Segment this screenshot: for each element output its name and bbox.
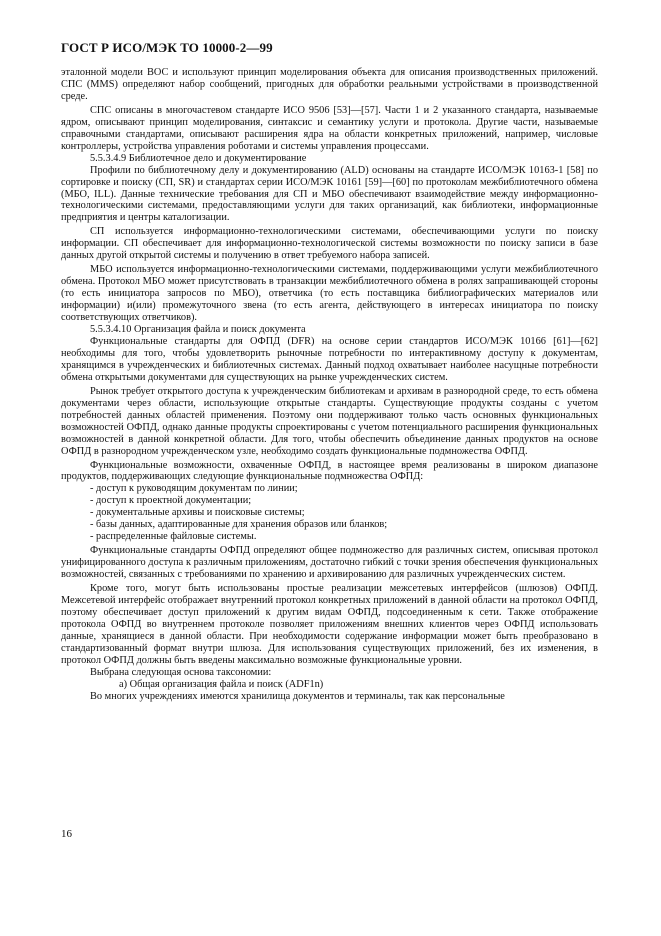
paragraph: Во многих учреждениях имеются хранилища документов и терминалы, так как персональные <box>90 690 505 702</box>
list-item: - доступ к проектной документации; <box>90 495 252 507</box>
paragraph: Функциональные стандарты для ОФПД (DFR) на основе серии стандартов ИСО/МЭК 10166 [61]—[62] необходимы для того, чтобы удовлетворить рыночные потребности по интерактивному доступу к документам, хранящимся в учрежденческих и библиотечных системах. Данный подход охватывает наиболее насущные потребности обмена открытыми документами для существующих на рынке учрежденческих систем. <box>61 335 598 383</box>
paragraph: Выбрана следующая основа таксономии: <box>90 666 272 678</box>
list-item: а) Общая организация файла и поиск (ADF1n) <box>119 678 324 690</box>
paragraph: СП используется информационно-технологическими системами, обеспечивающими услуги по поиску информации. СП обеспечивает для информационно-технологической системы возможности по поиску записи в базе данных другой открытой системы и получению в ответ требуемого набора записей. <box>61 226 598 262</box>
paragraph: эталонной модели ВОС и используют принцип моделирования объекта для описания производственных приложений. СПС (MMS) определяют набор сообщений, пригодных для обработки реальными устройствами в производственной среде. <box>61 67 598 102</box>
paragraph: Функциональные стандарты ОФПД определяют общее подмножество для различных систем, описывая протокол унифицированного доступа к различным приложениям, достаточно гибкий с точки зрения обеспечения функциональных возможностей, связанных с требованиями по хранению и архивированию для различных учрежденческих систем. <box>61 545 598 581</box>
page-body <box>61 67 598 703</box>
paragraph: МБО используется информационно-технологическими системами, поддерживающими услуги межбиблиотечного обмена. Протокол МБО может присутствовать в транзакции межбиблиотечного обмена в ролях запрашивающей стороны (то есть инициатора запросов по МБО), ответчика (то есть поставщика библиографических материалов или информации) и(или) промежуточного звена (то есть агента, действующего в интересах инициатора по поиску соответствующих ответчиков). <box>61 264 598 324</box>
paragraph: СПС описаны в многочастевом стандарте ИСО 9506 [53]—[57]. Части 1 и 2 указанного стандарта, называемые ядром, описывают принцип моделирования, синтаксис и семантику услуги и протокола. Другие части, называемые справочными стандартами, описывают расширения ядра на области конкретных приложений, например, числовые контроллеры, устройства управления роботами и системы управления процессами. <box>61 104 598 152</box>
paragraph: Кроме того, могут быть использованы простые реализации межсетевых интерфейсов (шлюзов) ОФПД. Межсетевой интерфейс отображает внутренний протокол конкретных приложений в данной области на протокол ОФПД, поэтому обеспечивает доступ приложений к другим видам ОФПД, подсоединенным к сети. Также отображение протокола ОФПД во внутреннем протоколе позволяет приложениям внешних клиентов через ОФПД использовать данные, хранящиеся в данной области. При необходимости содержание информации может быть преобразовано в стандартизованный формат внутри шлюза. Для использования существующих приложений, без их изменения, в протокол ОФПД должны быть введены максимально возможные функциональные уровни. <box>61 583 598 666</box>
subset-list <box>61 483 598 543</box>
list-item: - доступ к руководящим документам по линии; <box>90 483 298 495</box>
paragraph: Профили по библиотечному делу и документированию (ALD) основаны на стандарте ИСО/МЭК 10163-1 [58] по сортировке и поиску (СП, SR) и стандартах серии ИСО/МЭК 10161 [59]—[60] по протоколам межбиблиотечного обмена (МБО, ILL). Данные технические требования для СП и МБО обеспечивают взаимодействие между информационно-технологическими системами, предоставляющими услуги для таких организаций, как библиотеки, информационные предприятия и центры каталогизации. <box>61 164 598 224</box>
list-item: - документальные архивы и поисковые системы; <box>90 507 305 519</box>
section-heading: 5.5.3.4.9 Библиотечное дело и документирование <box>90 152 307 164</box>
page-header: ГОСТ Р ИСО/МЭК ТО 10000-2—99 <box>61 40 273 55</box>
list-item: - распределенные файловые системы. <box>90 531 257 543</box>
paragraph: Функциональные возможности, охваченные ОФПД, в настоящее время реализованы в широком диапазоне продуктов, поддерживающих следующие функциональные подмножества ОФПД: <box>61 459 598 483</box>
section-heading: 5.5.3.4.10 Организация файла и поиск документа <box>90 324 306 336</box>
list-item: - базы данных, адаптированные для хранения образов или бланков; <box>90 519 388 531</box>
page-number: 16 <box>61 828 72 840</box>
paragraph: Рынок требует открытого доступа к учрежденческим библиотекам и архивам в разнородной среде, то есть обмена документами через области, использующие открытые стандарты. Существующие продукты созданы с учетом потребностей данных областей применения. Поэтому они поддерживают только часть основных функциональных возможностей ОФПД, однако данные продукты спроектированы с учетом потенциального расширения функциональных возможностей в данной конкретной области. Для того, чтобы обеспечить объединение данных продуктов на основе ОФПД в разнородном учрежденческом узле, необходимо создать функциональные подмножества ОФПД. <box>61 385 598 457</box>
